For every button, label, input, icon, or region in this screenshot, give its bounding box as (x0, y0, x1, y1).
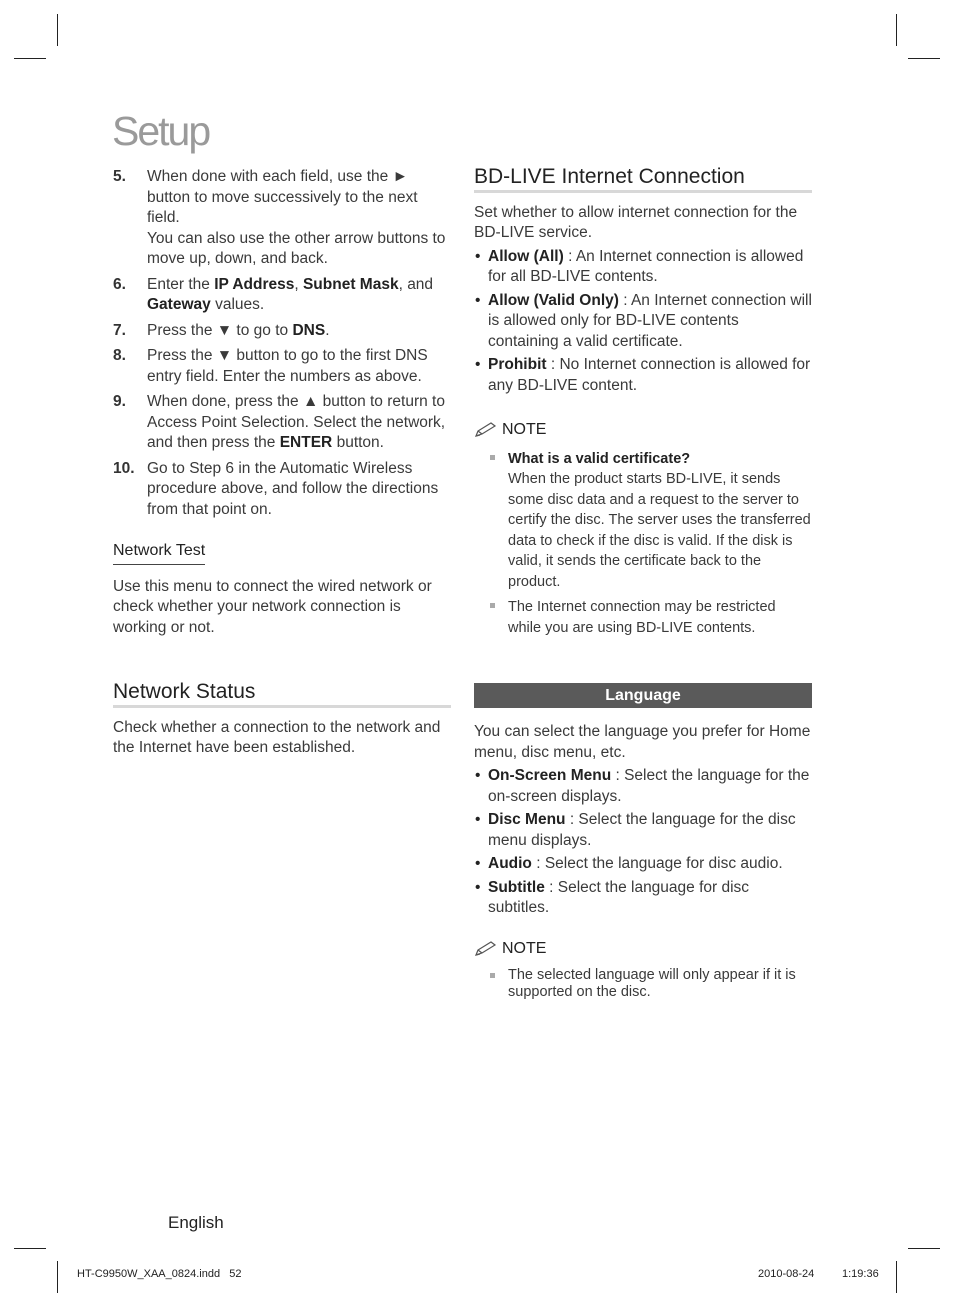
step-text (147, 346, 451, 387)
slug-time: 1:19:36 (842, 1268, 879, 1280)
step-text-part: When done with each field, use the ► button to move successively to the next field. (147, 168, 418, 226)
step-text-part: Go to Step 6 in the Automatic Wireless procedure above, and follow the directions from that point on. (147, 459, 439, 518)
step-keyword: Subnet Mask (302, 275, 399, 293)
page-title: Setup (112, 108, 210, 154)
crop-mark (896, 14, 897, 46)
option-description: : Select the language for disc subtitles. (488, 878, 750, 916)
crop-mark (896, 1261, 897, 1293)
list-item (474, 291, 812, 353)
network-test-text: Use this menu to connect the wired network or check whether your network connection is working or not. (113, 577, 432, 636)
square-bullet-icon (490, 973, 495, 978)
note-text: The Internet connection may be restricted while you are using BD-LIVE contents. (508, 599, 776, 636)
option-description: : Select the language for disc audio. (531, 855, 783, 872)
step-text (147, 321, 451, 342)
step-item (113, 459, 451, 521)
list-item (474, 810, 812, 851)
step-text (147, 392, 451, 454)
bullet-dot: • (475, 878, 481, 896)
step-number: 8. (113, 347, 126, 364)
crop-mark (57, 14, 58, 46)
step-text (147, 275, 451, 316)
step-text-part: , and (398, 275, 434, 293)
step-number: 10. (113, 459, 135, 477)
right-column (474, 167, 812, 643)
list-item (474, 766, 812, 807)
pencil-icon (474, 421, 498, 439)
option-description: : An Internet connection is allowed for all BD-LIVE contents. (488, 247, 804, 285)
option-term: Subtitle (488, 878, 545, 896)
crop-mark (57, 1261, 58, 1293)
step-keyword: DNS (292, 321, 326, 339)
step-text-part: Press the ▼ button to go to the first DNS entry field. Enter the numbers as above. (147, 347, 428, 385)
bdlive-note-heading (474, 420, 812, 441)
option-term: Allow (All) (488, 247, 564, 265)
network-status-text: Check whether a connection to the network and the Internet have been established. (113, 718, 441, 756)
language-note-heading (474, 939, 812, 960)
square-bullet-icon (490, 603, 495, 608)
option-term: On-Screen Menu (488, 767, 612, 784)
list-item (474, 247, 812, 288)
slug-date: 2010-08-24 (758, 1268, 815, 1280)
bullet-dot: • (475, 767, 481, 784)
crop-mark (908, 1248, 940, 1249)
step-number: 7. (113, 321, 126, 339)
option-description: : An Internet connection will is allowed only for BD-LIVE contents containing a valid certificate. (488, 291, 812, 350)
step-text-part: . (325, 321, 330, 339)
step-text-part: , (294, 275, 303, 293)
option-term: Allow (Valid Only) (488, 291, 619, 309)
step-number: 5. (113, 168, 126, 185)
step-number: 9. (113, 393, 126, 410)
language-intro: You can select the language you prefer for Home menu, disc menu, etc. (474, 723, 811, 761)
note-text: The selected language will only appear if it is supported on the disc. (508, 967, 796, 1000)
step-text-part: You can also use the other arrow buttons to move up, down, and back. (147, 229, 446, 267)
network-status-heading: Network Status (113, 682, 451, 708)
step-text (147, 459, 451, 521)
bdlive-options-list (474, 247, 812, 397)
note-item (474, 597, 812, 638)
step-text-part: values. (210, 296, 265, 313)
note-label: NOTE (502, 421, 547, 438)
step-keyword: ENTER (279, 434, 333, 451)
step-item (113, 346, 451, 387)
language-section-bar: Language (474, 683, 812, 708)
step-keyword: Gateway (147, 296, 211, 313)
step-text-part: Enter the (147, 275, 215, 293)
note-item (474, 449, 812, 593)
crop-mark (908, 58, 940, 59)
left-column (113, 167, 451, 759)
crop-mark (14, 1248, 46, 1249)
bullet-dot: • (475, 811, 481, 828)
option-term: Prohibit (488, 356, 547, 373)
list-item (474, 854, 812, 875)
note-title: What is a valid certificate? (508, 450, 691, 467)
step-list (113, 167, 451, 520)
square-bullet-icon (490, 455, 495, 460)
bullet-dot: • (475, 247, 481, 265)
language-notes-list (474, 967, 812, 1001)
step-text (147, 167, 451, 270)
option-term: Disc Menu (488, 811, 566, 828)
note-item (474, 967, 812, 1001)
pencil-icon (474, 940, 498, 958)
option-description: : Select the language for the disc menu displays. (488, 811, 796, 849)
step-item (113, 167, 451, 270)
step-item (113, 321, 451, 342)
option-description: : No Internet connection is allowed for any BD-LIVE content. (488, 356, 811, 394)
option-term: Audio (488, 855, 532, 872)
step-text-part: When done, press the ▲ button to return to Access Point Selection. Select the network, and then press the (147, 393, 446, 451)
step-text-part: button. (332, 434, 384, 451)
note-label: NOTE (502, 939, 547, 957)
network-test-heading: Network Test (113, 541, 205, 565)
list-item (474, 355, 812, 396)
language-options-list (474, 766, 812, 919)
step-keyword: IP Address (214, 275, 295, 293)
note-text: When the product starts BD-LIVE, it sends some disc data and a request to the server to certify the disc. The server uses the transferred data to check if the disc is valid. If the disk is valid, it sends the certificate back to the product. (508, 471, 811, 590)
language-section (474, 722, 812, 1006)
bullet-dot: • (475, 291, 481, 309)
bdlive-intro: Set whether to allow internet connection for the BD-LIVE service. (474, 203, 798, 241)
list-item (474, 878, 812, 919)
bdlive-heading: BD-LIVE Internet Connection (474, 167, 812, 193)
bullet-dot: • (475, 855, 481, 872)
option-description: : Select the language for the on-screen displays. (488, 767, 810, 805)
crop-mark (14, 58, 46, 59)
bdlive-notes-list (474, 449, 812, 639)
step-number: 6. (113, 275, 126, 293)
footer-language: English (168, 1213, 224, 1232)
step-item (113, 392, 451, 454)
step-item (113, 275, 451, 316)
step-text-part: Press the ▼ to go to (147, 321, 293, 339)
bullet-dot: • (475, 356, 481, 373)
slug-filename: HT-C9950W_XAA_0824.indd 52 (77, 1268, 242, 1280)
